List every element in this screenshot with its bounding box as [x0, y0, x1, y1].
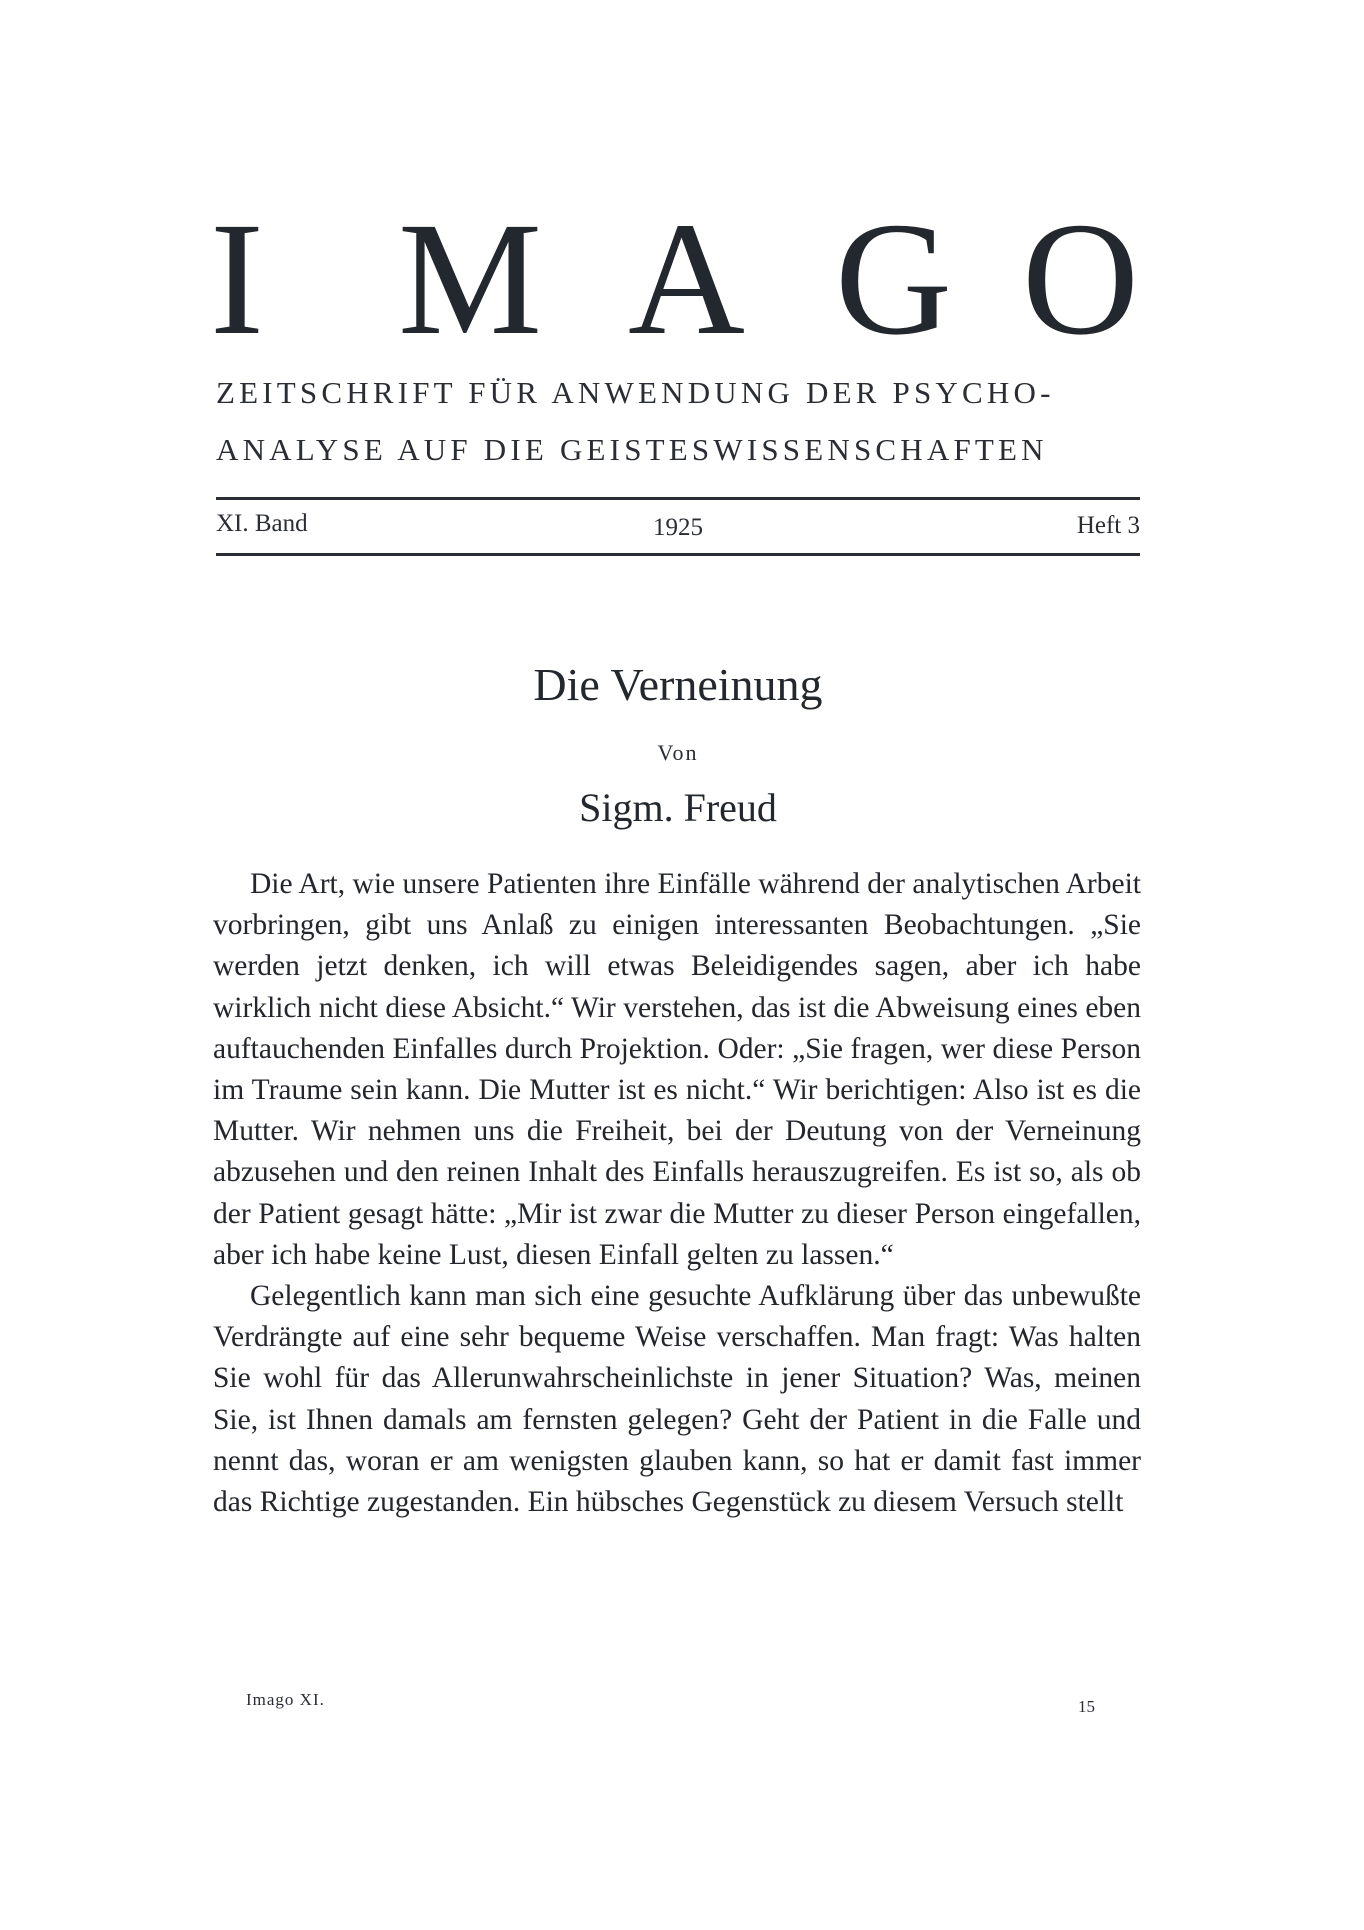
masthead-letter: A: [628, 190, 745, 369]
year-label: 1925: [653, 514, 703, 541]
journal-subtitle-line-2: ANALYSE AUF DIE GEISTESWISSENSCHAFTEN: [216, 432, 1048, 467]
masthead-letter: M: [398, 190, 543, 369]
article-body: [213, 864, 1141, 1523]
masthead-letter: O: [1022, 190, 1139, 369]
header-rule-top: [216, 497, 1140, 500]
page-number: 15: [1078, 1697, 1095, 1716]
byline-von: Von: [657, 740, 699, 765]
footer-signature: Imago XI.: [246, 1690, 325, 1709]
article-title: Die Verneinung: [533, 659, 823, 710]
issue-info-row: [216, 507, 1140, 541]
volume-label: XI. Band: [216, 510, 308, 537]
masthead-letter: I: [210, 190, 264, 369]
article-paragraph: Gelegentlich kann man sich eine gesuchte Aufklärung über das unbewußte Verdrängte auf eine sehr bequeme Weise verschaffen. Man fragt: Was halten Sie wohl für das Allerunwahrscheinlichste in jener Situation? Was, meinen Sie, ist Ihnen damals am fernsten gelegen? Geht der Patient in die Falle und nennt das, woran er am wenigsten glauben kann, so hat er damit fast immer das Richtige zugestanden. Ein hübsches Gegenstück zu diesem Versuch stellt: [213, 1280, 1141, 1519]
article-author: Sigm. Freud: [579, 785, 777, 830]
issue-label: Heft 3: [1076, 512, 1140, 539]
journal-subtitle-line-1: ZEITSCHRIFT FÜR ANWENDUNG DER PSYCHO-: [216, 375, 1055, 410]
journal-masthead: [210, 190, 1140, 369]
masthead-letter: G: [835, 190, 952, 369]
article-paragraph: Die Art, wie unsere Patienten ihre Einfälle während der analytischen Arbeit vorbringen, gibt uns Anlaß zu einigen interessanten Beobachtungen. „Sie werden jetzt denken, ich will etwas Beleidigendes sagen, aber ich habe wirklich nicht diese Absicht.“ Wir verstehen, das ist die Abweisung eines eben auftauchenden Einfalles durch Projektion. Oder: „Sie fragen, wer diese Person im Traume sein kann. Die Mutter ist es nicht.“ Wir berichtigen: Also ist es die Mutter. Wir nehmen uns die Freiheit, bei der Deutung von der Verneinung abzusehen und den reinen Inhalt des Einfalls herauszugreifen. Es ist so, als ob der Patient gesagt hätte: „Mir ist zwar die Mutter zu dieser Person eingefallen, aber ich habe keine Lust, diesen Einfall gelten zu lassen.“: [213, 868, 1141, 1271]
header-rule-bottom: [216, 553, 1140, 556]
